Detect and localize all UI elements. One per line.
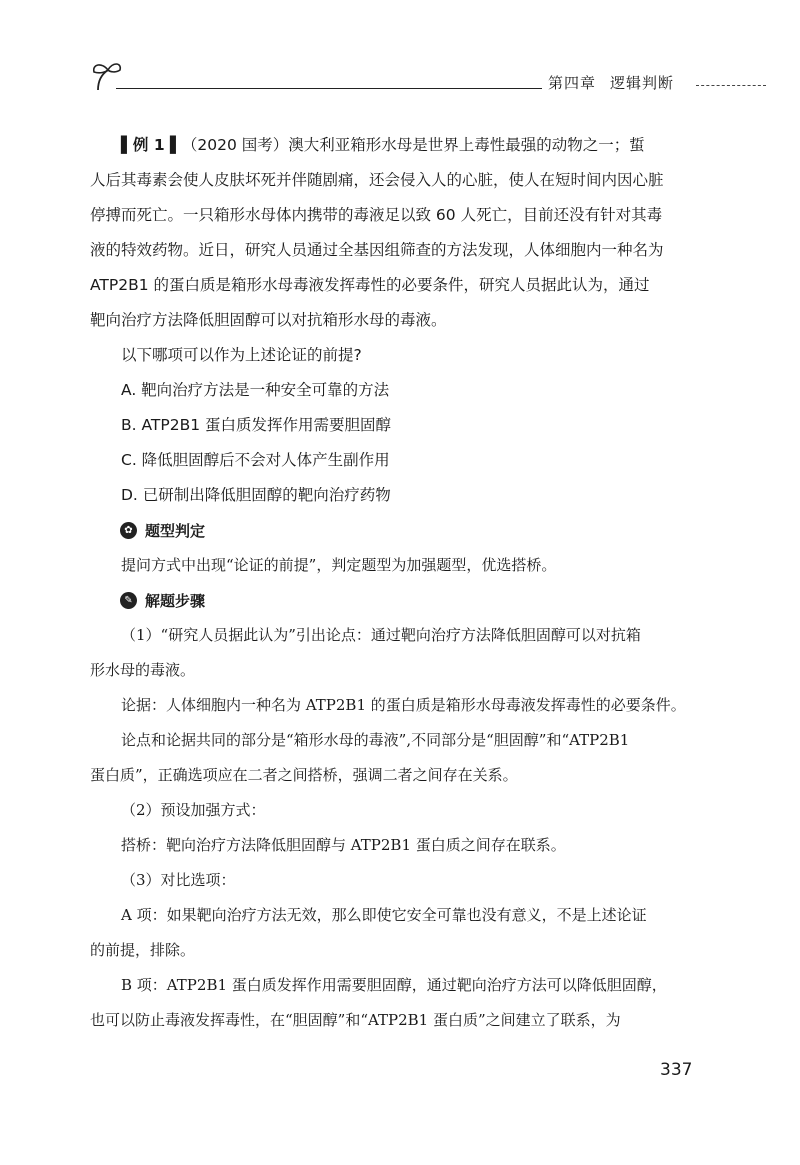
option-a: A. 靶向治疗方法是一种安全可靠的方法 xyxy=(121,381,390,399)
flower-icon: ✿ xyxy=(120,522,137,539)
example-line-1: ▌例 1 ▌（2020 国考）澳大利亚箱形水母是世界上毒性最强的动物之一；蜇 xyxy=(121,136,645,154)
example-tag: ▌例 1 ▌ xyxy=(121,136,182,154)
option-b-analysis-line-2: 也可以防止毒液发挥毒性，在“胆固醇”和“ATP2B1 蛋白质”之间建立了联系，为 xyxy=(90,1011,621,1029)
example-line-3: 停搏而死亡。一只箱形水母体内携带的毒液足以致 60 人死亡，目前还没有针对其毒 xyxy=(90,206,663,224)
type-section-heading xyxy=(90,513,700,548)
type-section-title: 题型判定 xyxy=(145,522,206,540)
analysis-block xyxy=(90,618,700,1038)
pen-icon: ✎ xyxy=(120,592,137,609)
example-line-5: ATP2B1 的蛋白质是箱形水母毒液发挥毒性的必要条件，研究人员据此认为，通过 xyxy=(90,276,650,294)
step3-text: （3）对比选项： xyxy=(121,871,236,889)
page-header xyxy=(90,58,710,94)
steps-section-title: 解题步骤 xyxy=(145,592,206,610)
steps-section-heading xyxy=(90,583,700,618)
example-line-2: 人后其毒素会使人皮肤坏死并伴随剧痛，还会侵入人的心脏，使人在短时间内因心脏 xyxy=(90,171,664,189)
option-c: C. 降低胆固醇后不会对人体产生副作用 xyxy=(121,451,390,469)
question-text: 以下哪项可以作为上述论证的前提? xyxy=(121,346,362,364)
option-a-analysis-line-1: A 项：如果靶向治疗方法无效，那么即使它安全可靠也没有意义，不是上述论证 xyxy=(121,906,647,924)
header-title xyxy=(542,72,680,93)
option-b-analysis-line-1: B 项：ATP2B1 蛋白质发挥作用需要胆固醇，通过靶向治疗方法可以降低胆固醇， xyxy=(121,976,667,994)
chapter-label: 第四章 xyxy=(548,74,597,92)
step1-line-2: 形水母的毒液。 xyxy=(90,661,196,679)
type-text: 提问方式中出现“论证的前提”，判定题型为加强题型，优选搭桥。 xyxy=(121,556,557,574)
bridge-text: 搭桥：靶向治疗方法降低胆固醇与 ATP2B1 蛋白质之间存在联系。 xyxy=(121,836,566,854)
page-number: 337 xyxy=(660,1060,693,1080)
example-line-4: 液的特效药物。近日，研究人员通过全基因组筛查的方法发现，人体细胞内一种名为 xyxy=(90,241,664,259)
example-source: （2020 国考） xyxy=(181,136,289,154)
evidence-text: 论据：人体细胞内一种名为 ATP2B1 的蛋白质是箱形水母毒液发挥毒性的必要条件。 xyxy=(121,696,686,714)
option-d: D. 已研制出降低胆固醇的靶向治疗药物 xyxy=(121,486,391,504)
option-a-analysis-line-2: 的前提，排除。 xyxy=(90,941,196,959)
option-b: B. ATP2B1 蛋白质发挥作用需要胆固醇 xyxy=(121,416,391,434)
common-line-1: 论点和论据共同的部分是“箱形水母的毒液”,不同部分是“胆固醇”和“ATP2B1 xyxy=(121,731,630,749)
step1-line-1: （1）“研究人员据此认为”引出论点：通过靶向治疗方法降低胆固醇可以对抗箱 xyxy=(121,626,641,644)
section-label: 逻辑判断 xyxy=(610,74,675,92)
page-body xyxy=(90,128,700,1038)
header-rule xyxy=(116,88,612,89)
example-line-6: 靶向治疗方法降低胆固醇可以对抗箱形水母的毒液。 xyxy=(90,311,447,329)
common-line-2: 蛋白质”，正确选项应在二者之间搭桥，强调二者之间存在关系。 xyxy=(90,766,518,784)
step2-text: （2）预设加强方式： xyxy=(121,801,266,819)
type-section-body xyxy=(90,548,700,583)
example-block xyxy=(90,128,700,513)
header-dotted-rule xyxy=(696,85,766,86)
